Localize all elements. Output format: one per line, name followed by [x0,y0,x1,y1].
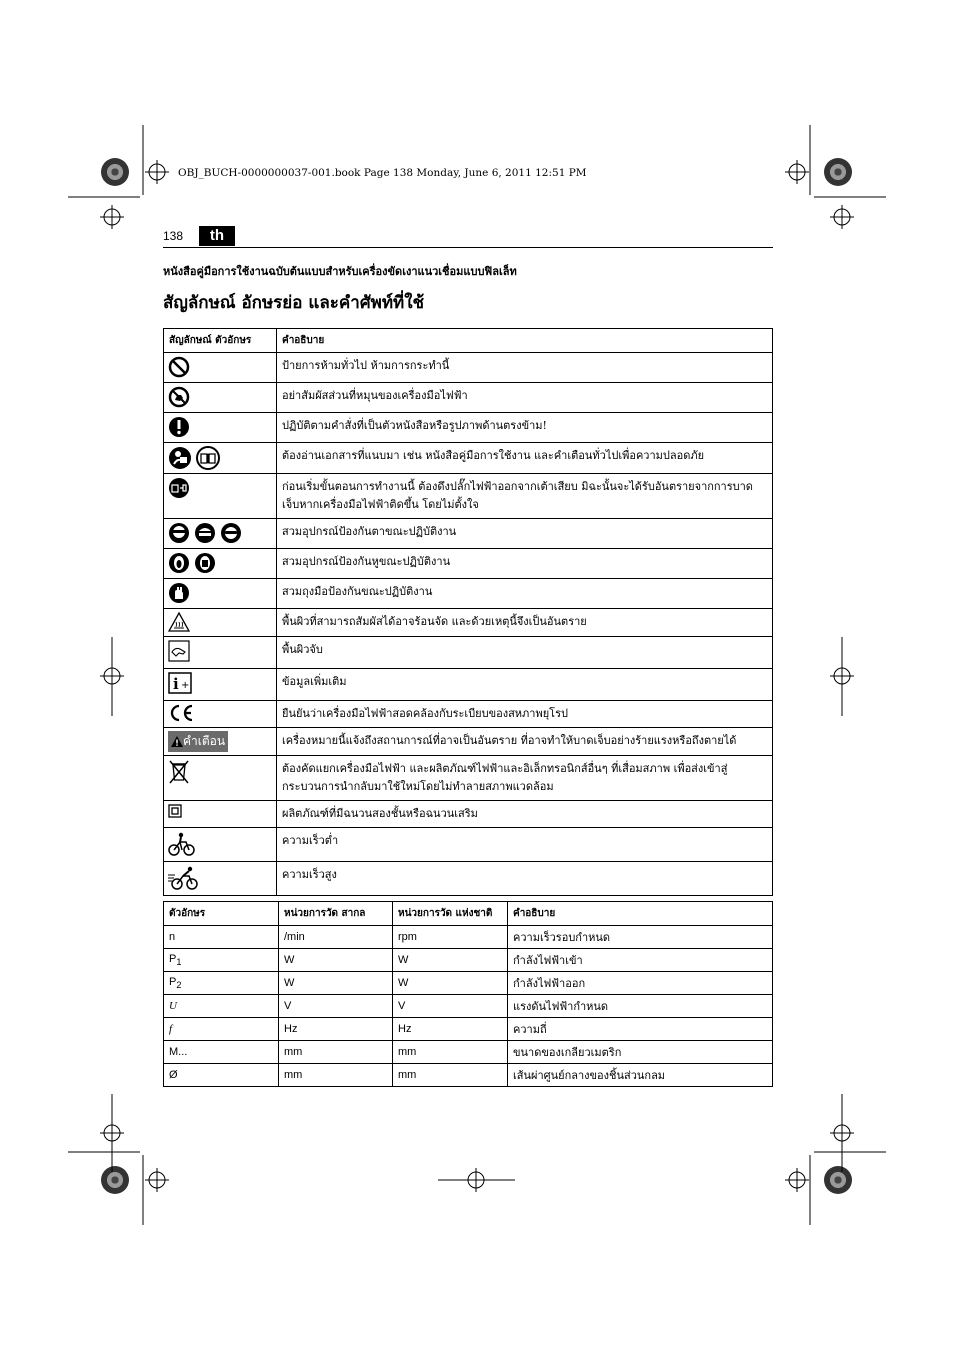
letter-symbol: f [169,1023,173,1035]
color-rosette-mark [824,158,852,186]
national-unit-cell: Hz [393,1018,508,1041]
letter-cell [164,949,279,972]
description-cell: แรงดันไฟฟ้ากำหนด [508,995,773,1018]
table-row [164,828,773,862]
symbol-cell [164,828,277,862]
letter-symbol: n [169,931,176,943]
units-table [163,901,773,1087]
symbol-cell [164,474,277,519]
symbol-cell [164,637,277,669]
manual-book-icon [196,446,220,470]
letter-subscript: 2 [176,980,182,991]
description-cell: เส้นผ่าศูนย์กลางของชิ้นส่วนกลม [508,1064,773,1087]
grip-surface-icon [168,640,190,662]
goggles-icon [220,522,242,544]
table-row [164,701,773,728]
hot-surface-warning-icon [168,612,190,632]
description-cell: ความเร็วสูง [277,862,773,896]
description-cell: สวมอุปกรณ์ป้องกันตาขณะปฏิบัติงาน [277,519,773,549]
table-row [164,383,773,413]
table-row [164,926,773,949]
color-rosette-mark [101,158,129,186]
letter-subscript: 1 [176,957,182,968]
table-row [164,474,773,519]
language-tab: th [199,226,235,246]
warning-badge [168,731,228,752]
page-number: 138 [163,229,184,243]
description-cell: อย่าสัมผัสส่วนที่หมุนของเครื่องมือไฟฟ้า [277,383,773,413]
low-speed-bicycle-icon [168,831,196,857]
symbol-cell [164,862,277,896]
description-cell: สวมถุงมือป้องกันขณะปฏิบัติงาน [277,579,773,609]
table-row [164,549,773,579]
symbol-cell [164,579,277,609]
description-cell: กำลังไฟฟ้าเข้า [508,949,773,972]
description-cell: ขนาดของเกลียวเมตริก [508,1041,773,1064]
letter-cell [164,1064,279,1087]
gloves-icon [168,582,190,604]
table-row [164,637,773,669]
letter-cell [164,995,279,1018]
section-title: สัญลักษณ์ อักษรย่อ และคำศัพท์ที่ใช้ [163,293,425,313]
table-row [164,609,773,637]
table-row [164,949,773,972]
symbol-cell [164,669,277,701]
table-row [164,1018,773,1041]
prohibition-icon [168,356,190,378]
symbol-cell [164,443,277,474]
ce-mark-icon [168,704,194,722]
si-unit-cell: mm [279,1041,393,1064]
description-cell: ป้ายการห้ามทั่วไป ห้ามการกระทำนี้ [277,353,773,383]
table-row [164,728,773,756]
symbol-cell [164,701,277,728]
symbol-cell [164,549,277,579]
mandatory-exclamation-icon [168,416,190,438]
national-unit-cell: W [393,972,508,995]
table-row [164,862,773,896]
description-cell: ปฏิบัติตามคำสั่งที่เป็นตัวหนังสือหรือรูปภาพด้านตรงข้าม! [277,413,773,443]
letter-symbol: M... [169,1046,188,1058]
header-symbol: สัญลักษณ์ ตัวอักษร [164,329,277,353]
description-cell: ความถี่ [508,1018,773,1041]
table-row [164,353,773,383]
description-cell: ผลิตภัณฑ์ที่มีฉนวนสองชั้นหรือฉนวนเสริม [277,801,773,828]
letter-cell [164,972,279,995]
table-row [164,1064,773,1087]
symbol-cell [164,383,277,413]
table-row [164,972,773,995]
description-cell: เครื่องหมายนี้แจ้งถึงสถานการณ์ที่อาจเป็นอันตราย ที่อาจทำให้บาดเจ็บอย่างร้ายแรงหรือถึงตายได้ [277,728,773,756]
symbols-table-header [164,329,773,353]
header-rule [163,247,773,248]
color-rosette-mark [824,1166,852,1194]
symbol-cell [164,519,277,549]
description-cell: ข้อมูลเพิ่มเติม [277,669,773,701]
description-cell: ต้องคัดแยกเครื่องมือไฟฟ้า และผลิตภัณฑ์ไฟฟ้าและอิเล็กทรอนิกส์อื่นๆ ที่เสื่อมสภาพ เพื่อส่งเข้าสู่กระบวนการนำกลับมาใช้ใหม่โดยไม่ทำลายสภาพแวดล้อม [277,756,773,801]
description-cell: พื้นผิวจับ [277,637,773,669]
table-row [164,413,773,443]
ear-muffs-icon [194,552,216,574]
table-row [164,669,773,701]
national-unit-cell: mm [393,1041,508,1064]
si-unit-cell: W [279,949,393,972]
document-subtitle: หนังสือคู่มือการใช้งานฉบับต้นแบบสำหรับเครื่องขัดเงาแนวเชื่อมแบบฟิลเล็ท [163,265,517,278]
header-letter: ตัวอักษร [164,902,279,926]
table-row [164,801,773,828]
letter-cell [164,926,279,949]
header-description: คำอธิบาย [277,329,773,353]
description-cell: พื้นผิวที่สามารถสัมผัสได้อาจร้อนจัด และด้วยเหตุนี้จึงเป็นอันตราย [277,609,773,637]
national-unit-cell: W [393,949,508,972]
letter-cell [164,1041,279,1064]
face-shield-icon [194,522,216,544]
read-instructions-icon [168,446,192,470]
national-unit-cell: rpm [393,926,508,949]
eye-protection-icon [168,522,190,544]
weee-bin-icon [168,759,190,785]
unplug-icon [168,477,190,499]
symbol-cell [164,353,277,383]
high-speed-bicycle-icon [168,865,200,891]
letter-symbol: P [169,952,177,965]
letter-cell [164,1018,279,1041]
si-unit-cell: /min [279,926,393,949]
color-rosette-mark [101,1166,129,1194]
table-row [164,1041,773,1064]
info-icon [168,672,192,694]
header-description: คำอธิบาย [508,902,773,926]
description-cell: สวมอุปกรณ์ป้องกันหูขณะปฏิบัติงาน [277,549,773,579]
svg-text:+: + [181,680,190,691]
warning-badge-label: คำเตือน [183,734,226,748]
description-cell: ต้องอ่านเอกสารที่แนบมา เช่น หนังสือคู่มือการใช้งาน และคำเตือนทั่วไปเพื่อความปลอดภัย [277,443,773,474]
units-table-header [164,902,773,926]
table-row [164,995,773,1018]
letter-symbol: P [169,975,177,988]
letter-symbol: U [169,1000,177,1012]
warning-triangle-icon [171,736,183,747]
symbols-table [163,328,773,896]
description-cell: ก่อนเริ่มขั้นตอนการทำงานนี้ ต้องดึงปลั๊กไฟฟ้าออกจากเต้าเสียบ มิฉะนั้นจะได้รับอันตรายจากการบาดเจ็บหากเครื่องมือไฟฟ้าติดขึ้น โดยไม่ตั้งใจ [277,474,773,519]
description-cell: ความเร็วต่ำ [277,828,773,862]
svg-text:i: i [173,675,179,693]
symbol-cell [164,728,277,756]
book-file-line: OBJ_BUCH-0000000037-001.book Page 138 Monday, June 6, 2011 12:51 PM [178,167,587,179]
si-unit-cell: W [279,972,393,995]
national-unit-cell: mm [393,1064,508,1087]
description-cell: ความเร็วรอบกำหนด [508,926,773,949]
si-unit-cell: mm [279,1064,393,1087]
symbol-cell [164,609,277,637]
table-row [164,519,773,549]
header-national-unit: หน่วยการวัด แห่งชาติ [393,902,508,926]
header-si-unit: หน่วยการวัด สากล [279,902,393,926]
si-unit-cell: V [279,995,393,1018]
description-cell: กำลังไฟฟ้าออก [508,972,773,995]
do-not-touch-rotating-parts-icon [168,386,190,408]
si-unit-cell: Hz [279,1018,393,1041]
ear-protection-icon [168,552,190,574]
double-insulation-icon [168,804,182,818]
table-row [164,443,773,474]
letter-symbol: Ø [169,1069,178,1081]
symbol-cell [164,801,277,828]
description-cell: ยืนยันว่าเครื่องมือไฟฟ้าสอดคล้องกับระเบียบของสหภาพยุโรป [277,701,773,728]
national-unit-cell: V [393,995,508,1018]
table-row [164,756,773,801]
table-row [164,579,773,609]
symbol-cell [164,413,277,443]
symbol-cell [164,756,277,801]
